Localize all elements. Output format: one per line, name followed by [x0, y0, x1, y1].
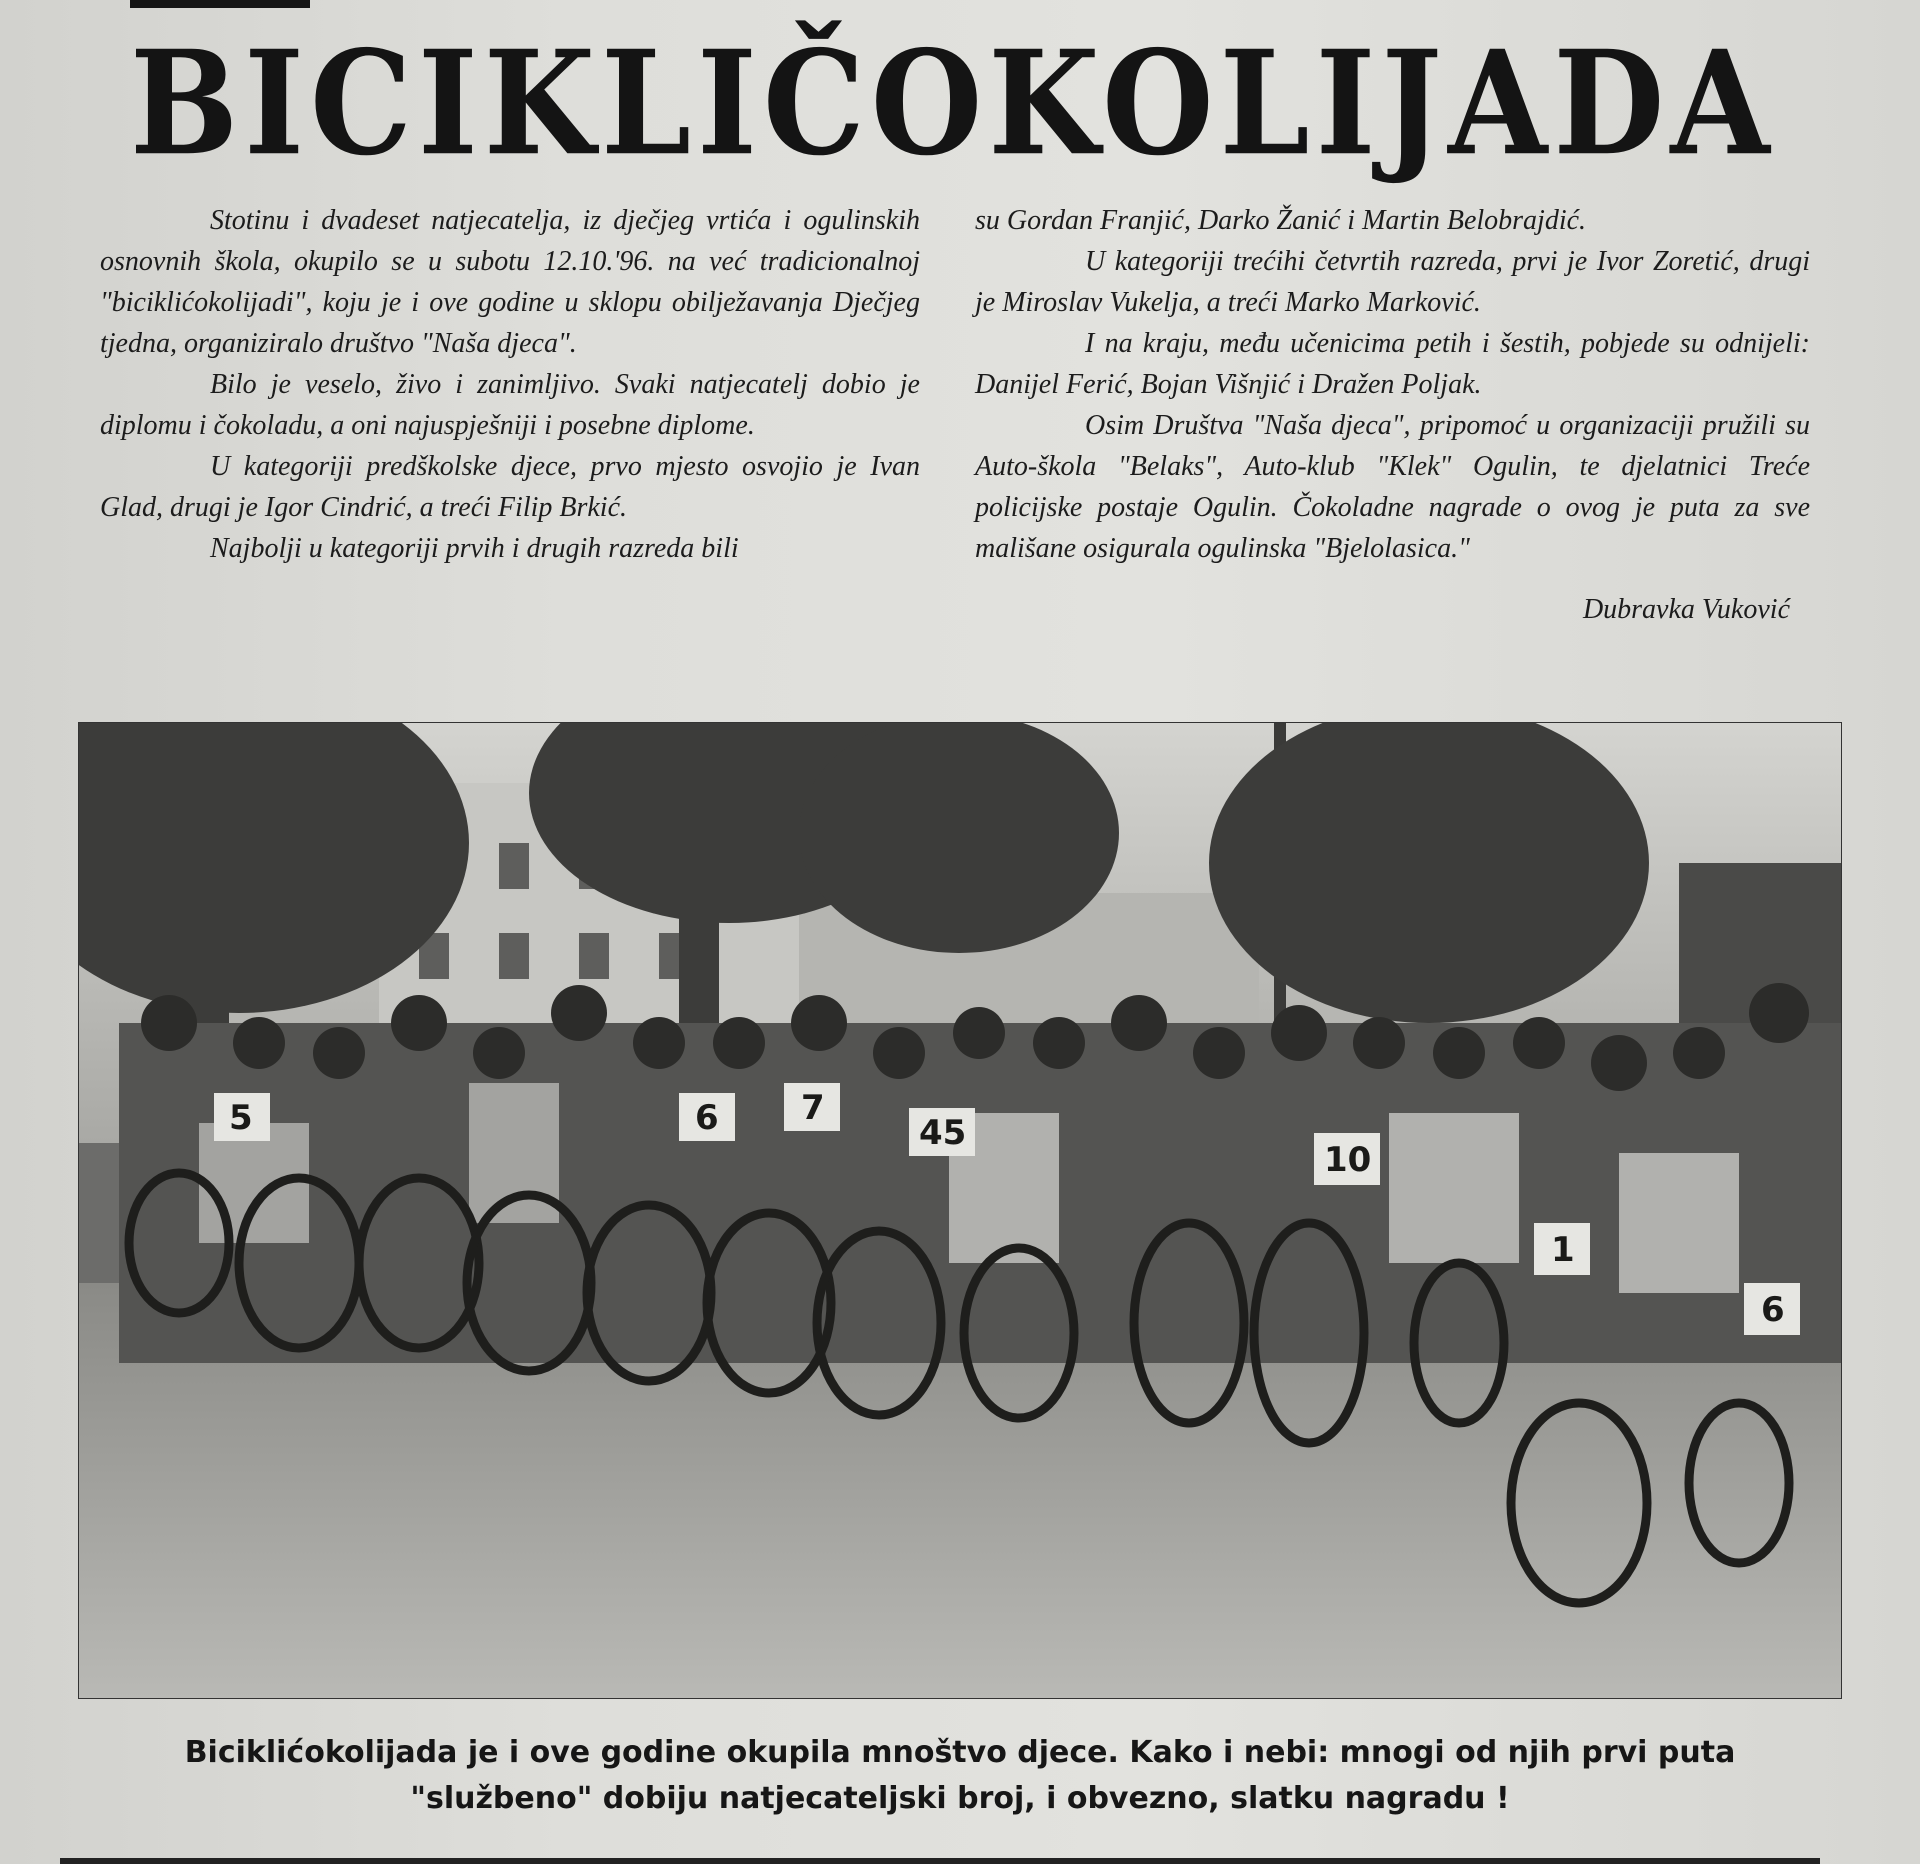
- paragraph: U kategoriji trećihi četvrtih razreda, prvi je Ivor Zoretić, drugi je Miroslav Vukelja, a treći Marko Marković.: [975, 246, 1810, 318]
- article-right-column: [975, 200, 1810, 630]
- top-black-bar: [130, 0, 310, 8]
- paragraph: su Gordan Franjić, Darko Žanić i Martin Belobrajdić.: [975, 205, 1587, 236]
- paragraph: Najbolji u kategoriji prvih i drugih razreda bili: [210, 533, 739, 564]
- caption-line: "službeno" dobiju natjecateljski broj, i obvezno, slatku nagradu !: [410, 1781, 1510, 1816]
- article-body: [100, 200, 1820, 670]
- paragraph: I na kraju, među učenicima petih i šestih, pobjede su odnijeli: Danijel Ferić, Bojan Višnjić i Dražen Poljak.: [975, 328, 1810, 400]
- bib-number: 7: [801, 1088, 825, 1128]
- photo-crowd: [119, 983, 1841, 1363]
- photo-illustration: [79, 723, 1841, 1698]
- bib-number: 1: [1551, 1230, 1575, 1270]
- bib-number: 6: [695, 1098, 719, 1138]
- caption-line: Biciklićokolijada je i ove godine okupila mnoštvo djece. Kako i nebi: mnogi od njih prvi puta: [184, 1735, 1736, 1770]
- bib-number: 6: [1761, 1290, 1785, 1330]
- paragraph: U kategoriji predškolske djece, prvo mjesto osvojio je Ivan Glad, drugi je Igor Cindrić, a treći Filip Brkić.: [100, 451, 920, 523]
- paragraph: Stotinu i dvadeset natjecatelja, iz dječjeg vrtića i ogulinskih osnovnih škola, okupilo se u subotu 12.10.'96. na već tradicionalnoj "biciklićokolijadi", koju je i ove godine u sklopu obilježavanja Dječjeg tjedna, organiziralo društvo "Naša djeca".: [100, 205, 920, 359]
- bib-number: 10: [1324, 1140, 1372, 1180]
- bottom-rule: [60, 1858, 1820, 1864]
- photo-caption: [110, 1730, 1810, 1822]
- race-photo: [78, 722, 1842, 1699]
- paragraph: Osim Društva "Naša djeca", pripomoć u organizaciji pružili su Auto-škola "Belaks", Auto-klub "Klek" Ogulin, te djelatnici Treće policijske postaje Ogulin. Čokoladne nagrade o ovog je puta za sve mališane osigurala ogulinska "Bjelolasica.": [975, 410, 1810, 564]
- paragraph: Bilo je veselo, živo i zanimljivo. Svaki natjecatelj dobio je diplomu i čokoladu, a oni najuspješniji i posebne diplome.: [100, 369, 920, 441]
- headline: BICIKLIČOKOLIJADA: [130, 20, 1776, 188]
- article-left-column: [100, 200, 920, 569]
- bib-number: 45: [919, 1113, 967, 1153]
- article-author: Dubravka Vuković: [1582, 594, 1790, 625]
- bib-number: 5: [229, 1098, 253, 1138]
